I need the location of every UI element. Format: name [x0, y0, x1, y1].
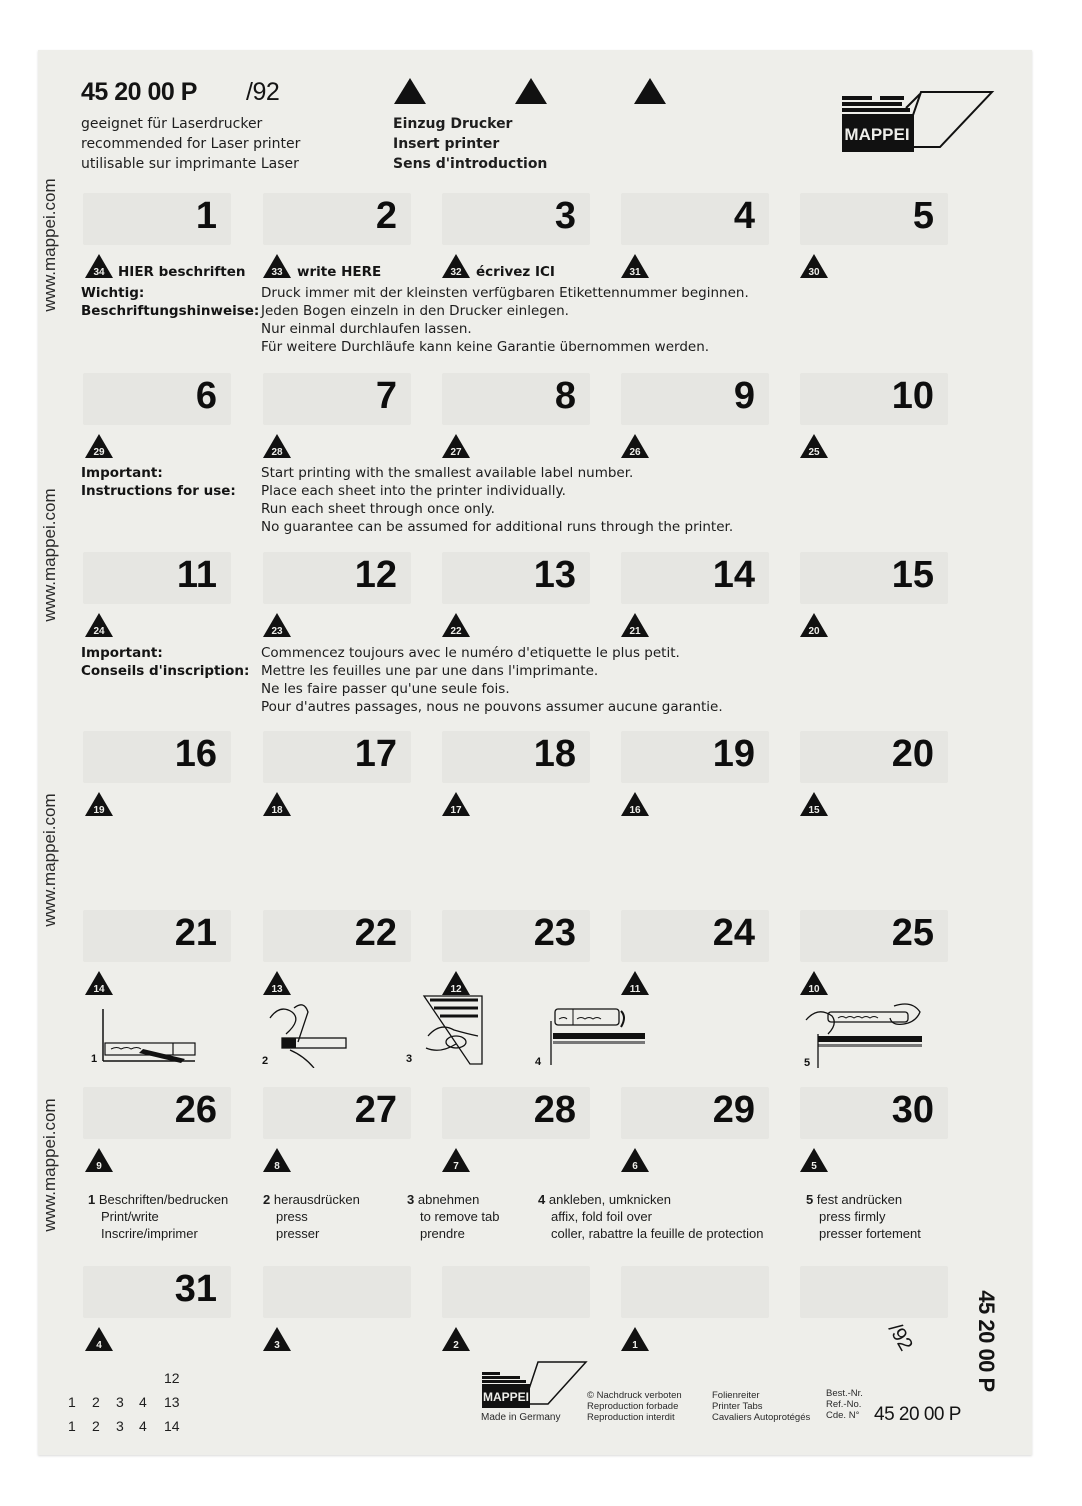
label-number: 18: [533, 733, 576, 775]
svg-text:1: 1: [91, 1053, 98, 1065]
svg-text:1: 1: [632, 1340, 638, 1351]
numbered-triangle-icon: [620, 433, 650, 459]
numbered-triangle-icon: [620, 1147, 650, 1173]
copyright-line: Reproduction forbade: [587, 1401, 679, 1412]
instruction-line: Für weitere Durchläufe kann keine Garantie übernommen werden.: [261, 339, 710, 355]
svg-text:3: 3: [274, 1340, 280, 1351]
label-number: 20: [891, 733, 934, 775]
numbered-triangle-icon: [441, 253, 471, 279]
feed-direction-de: Einzug Drucker: [393, 116, 513, 132]
brand-logo: [840, 82, 1000, 154]
numbered-triangle-icon: [84, 791, 114, 817]
label-number: 13: [533, 554, 576, 596]
label-number: 5: [912, 195, 934, 237]
step-de: fest andrücken: [816, 1192, 903, 1207]
product-line: Printer Tabs: [712, 1401, 763, 1412]
website-side-text: www.mappei.com: [40, 793, 59, 927]
label-number: 14: [712, 554, 755, 596]
step-5-illustration: [798, 1000, 928, 1070]
step-en: press: [276, 1209, 308, 1224]
label-cell: [800, 373, 948, 425]
step-en: press firmly: [819, 1209, 886, 1224]
svg-text:27: 27: [450, 447, 462, 458]
label-cell: [263, 373, 411, 425]
ref-label: Ref.-No.: [826, 1399, 862, 1410]
label-cell: [83, 731, 231, 783]
numbered-triangle-icon: [262, 612, 292, 638]
step-en: affix, fold foil over: [551, 1209, 652, 1224]
svg-text:2: 2: [453, 1340, 459, 1351]
tab-grid-value: 3: [116, 1418, 124, 1434]
label-cell: [800, 193, 948, 245]
label-cell: [621, 1266, 769, 1318]
instruction-line: Place each sheet into the printer individually.: [261, 483, 566, 499]
write-here-de: HIER beschriften: [118, 264, 246, 280]
svg-text:15: 15: [808, 805, 820, 816]
write-here-en: write HERE: [297, 264, 382, 280]
label-cell: [621, 1087, 769, 1139]
tab-grid-value: 12: [164, 1370, 180, 1386]
label-number: 7: [375, 375, 397, 417]
label-number: 23: [533, 912, 576, 954]
svg-text:14: 14: [93, 984, 105, 995]
numbered-triangle-icon: [441, 612, 471, 638]
step-1-illustration: [83, 1005, 203, 1065]
numbered-triangle-icon: [799, 791, 829, 817]
step-de: herausdrücken: [273, 1192, 360, 1207]
svg-text:17: 17: [450, 805, 462, 816]
numbered-triangle-icon: [84, 253, 114, 279]
svg-text:7: 7: [453, 1161, 459, 1172]
numbered-triangle-icon: [620, 970, 650, 996]
rotated-revision: /92: [883, 1319, 917, 1355]
remove-tab-icon: [406, 992, 496, 1072]
numbered-triangle-icon: [441, 791, 471, 817]
label-cell: [800, 731, 948, 783]
instruction-line: Mettre les feuilles une par une dans l'imprimante.: [261, 663, 599, 679]
important-label-de: Wichtig:: [81, 285, 145, 301]
svg-text:25: 25: [808, 447, 820, 458]
label-cell: [442, 193, 590, 245]
feed-direction-en: Insert printer: [393, 136, 500, 152]
feed-arrow-icon: [394, 78, 426, 104]
svg-text:23: 23: [271, 626, 283, 637]
numbered-triangle-icon: [262, 970, 292, 996]
tab-grid-value: 3: [116, 1394, 124, 1410]
svg-text:13: 13: [271, 984, 283, 995]
numbered-triangle-icon: [799, 433, 829, 459]
tab-grid-row: [66, 1394, 196, 1418]
svg-text:9: 9: [96, 1161, 102, 1172]
instructions-en: [261, 464, 733, 536]
label-number: 10: [891, 375, 934, 417]
numbered-triangle-icon: [262, 791, 292, 817]
label-cell: [83, 910, 231, 962]
label-number: 8: [554, 375, 576, 417]
ref-label: Cde. N°: [826, 1410, 860, 1421]
svg-text:5: 5: [811, 1161, 817, 1172]
label-number: 2: [375, 195, 397, 237]
svg-text:3: 3: [406, 1053, 413, 1065]
instruction-line: Nur einmal durchlaufen lassen.: [261, 321, 472, 337]
label-number: 17: [354, 733, 397, 775]
step-number: 5: [806, 1192, 814, 1207]
tab-grid-value: 2: [92, 1394, 100, 1410]
label-number: 31: [174, 1268, 217, 1310]
label-sheet: [38, 50, 1032, 1455]
svg-text:24: 24: [93, 626, 105, 637]
step-en: to remove tab: [420, 1209, 500, 1224]
suitability-en: recommended for Laser printer: [81, 136, 301, 152]
numbered-triangle-icon: [620, 612, 650, 638]
feed-arrow-icon: [634, 78, 666, 104]
svg-text:16: 16: [629, 805, 641, 816]
label-cell: [263, 193, 411, 245]
label-number: 6: [195, 375, 217, 417]
reference-labels: [826, 1388, 863, 1421]
numbered-triangle-icon: [620, 253, 650, 279]
label-number: 11: [176, 554, 217, 596]
label-cell: [83, 193, 231, 245]
product-line: Cavaliers Autoprotégés: [712, 1412, 811, 1423]
suitability-fr: utilisable sur imprimante Laser: [81, 156, 299, 172]
numbered-triangle-icon: [441, 433, 471, 459]
label-number: 1: [195, 195, 217, 237]
svg-text:21: 21: [629, 626, 641, 637]
footer-article-code: 45 20 00 P: [874, 1404, 961, 1425]
label-cell: [621, 910, 769, 962]
instructions-label-de: Beschriftungshinweise:: [81, 303, 260, 319]
step-2-illustration: [260, 998, 360, 1068]
step-3-illustration: [406, 992, 496, 1072]
step-number: 3: [407, 1192, 415, 1207]
website-side-text: www.mappei.com: [40, 1098, 59, 1232]
step-number: 4: [538, 1192, 546, 1207]
instruction-line: Druck immer mit der kleinsten verfügbaren Etikettennummer beginnen.: [261, 285, 749, 301]
instructions-label-en: Instructions for use:: [81, 483, 236, 499]
numbered-triangle-icon: [84, 1326, 114, 1352]
svg-text:19: 19: [93, 805, 105, 816]
svg-text:22: 22: [450, 626, 462, 637]
step-de: Beschriften/bedrucken: [98, 1192, 229, 1207]
step-en: Print/write: [101, 1209, 159, 1224]
tab-number-grid: [66, 1370, 196, 1442]
step-4-illustration: [533, 1005, 653, 1067]
label-number: 26: [174, 1089, 217, 1131]
instructions-fr: [261, 644, 723, 716]
svg-text:2: 2: [262, 1055, 269, 1067]
step-3-text: [407, 1191, 500, 1242]
step-fr: presser: [276, 1226, 320, 1241]
write-here-fr: écrivez ICI: [476, 264, 555, 280]
label-cell: [800, 1266, 948, 1318]
label-number: 16: [174, 733, 217, 775]
label-cell: [442, 373, 590, 425]
affix-tab-icon: [533, 1005, 653, 1067]
article-code: 45 20 00 P: [81, 78, 197, 106]
label-cell: [442, 731, 590, 783]
label-number: 3: [554, 195, 576, 237]
instructions-de: [261, 284, 749, 356]
instructions-label-fr: Conseils d'inscription:: [81, 663, 250, 679]
step-2-text: [263, 1191, 360, 1242]
svg-text:34: 34: [93, 267, 105, 278]
svg-text:MAPPEI: MAPPEI: [482, 1390, 530, 1404]
tab-grid-value: 14: [164, 1418, 180, 1434]
label-cell: [621, 552, 769, 604]
step-4-text: [538, 1191, 763, 1242]
svg-text:18: 18: [271, 805, 283, 816]
step-fr: Inscrire/imprimer: [101, 1226, 198, 1241]
step-fr: coller, rabattre la feuille de protection: [551, 1226, 764, 1241]
label-cell: [442, 1087, 590, 1139]
numbered-triangle-icon: [84, 612, 114, 638]
svg-text:4: 4: [96, 1340, 102, 1351]
mappei-logo-icon: [480, 1360, 590, 1416]
instruction-line: Commencez toujours avec le numéro d'etiquette le plus petit.: [261, 645, 680, 661]
label-number: 25: [891, 912, 934, 954]
instruction-line: Ne les faire passer qu'une seule fois.: [261, 681, 510, 697]
tab-grid-value: 2: [92, 1418, 100, 1434]
tab-grid-value: 4: [139, 1418, 147, 1434]
numbered-triangle-icon: [799, 1147, 829, 1173]
tab-grid-value: 4: [139, 1394, 147, 1410]
tab-grid-value: 13: [164, 1394, 180, 1410]
label-cell: [800, 552, 948, 604]
numbered-triangle-icon: [799, 253, 829, 279]
label-cell: [83, 373, 231, 425]
label-number: 4: [733, 195, 755, 237]
product-line: Folienreiter: [712, 1390, 760, 1401]
instruction-line: No guarantee can be assumed for additional runs through the printer.: [261, 519, 734, 535]
label-number: 12: [354, 554, 397, 596]
instruction-line: Run each sheet through once only.: [261, 501, 495, 517]
tab-grid-value: 1: [68, 1394, 76, 1410]
label-number: 24: [712, 912, 755, 954]
website-side-text: www.mappei.com: [40, 178, 59, 312]
label-cell: [442, 1266, 590, 1318]
website-side-text: www.mappei.com: [40, 488, 59, 622]
label-number: 30: [891, 1089, 934, 1131]
step-de: abnehmen: [417, 1192, 480, 1207]
svg-text:32: 32: [450, 267, 462, 278]
label-cell: [263, 731, 411, 783]
numbered-triangle-icon: [441, 1326, 471, 1352]
label-cell: [83, 1087, 231, 1139]
numbered-triangle-icon: [799, 970, 829, 996]
copyright-notice: [587, 1390, 682, 1423]
label-cell: [263, 1266, 411, 1318]
step-1-text: [88, 1191, 228, 1242]
label-number: 27: [354, 1089, 397, 1131]
label-cell: [83, 552, 231, 604]
tab-grid-value: 1: [68, 1418, 76, 1434]
label-cell: [263, 552, 411, 604]
tab-grid-row: [66, 1418, 196, 1442]
label-cell: [800, 910, 948, 962]
svg-text:4: 4: [535, 1056, 542, 1067]
suitability-de: geeignet für Laserdrucker: [81, 116, 263, 132]
numbered-triangle-icon: [799, 612, 829, 638]
svg-text:11: 11: [629, 984, 641, 995]
svg-text:10: 10: [808, 984, 820, 995]
step-number: 1: [88, 1192, 96, 1207]
svg-text:28: 28: [271, 447, 283, 458]
svg-text:30: 30: [808, 267, 820, 278]
numbered-triangle-icon: [84, 970, 114, 996]
svg-text:26: 26: [629, 447, 641, 458]
instruction-line: Start printing with the smallest available label number.: [261, 465, 634, 481]
step-fr: presser fortement: [819, 1226, 921, 1241]
numbered-triangle-icon: [262, 433, 292, 459]
svg-text:MAPPEI: MAPPEI: [844, 125, 910, 144]
important-label-en: Important:: [81, 465, 163, 481]
numbered-triangle-icon: [620, 1326, 650, 1352]
svg-text:33: 33: [271, 267, 283, 278]
svg-text:6: 6: [632, 1161, 638, 1172]
ref-label: Best.-Nr.: [826, 1388, 863, 1399]
footer-logo: [480, 1360, 590, 1416]
write-on-tab-icon: [83, 1005, 203, 1065]
svg-text:20: 20: [808, 626, 820, 637]
copyright-line: © Nachdruck verboten: [587, 1390, 682, 1401]
label-number: 9: [733, 375, 755, 417]
label-number: 19: [712, 733, 755, 775]
label-cell: [83, 1266, 231, 1318]
tab-grid-row: [66, 1370, 196, 1394]
svg-text:29: 29: [93, 447, 105, 458]
label-cell: [800, 1087, 948, 1139]
step-fr: prendre: [420, 1226, 465, 1241]
step-de: ankleben, umknicken: [548, 1192, 671, 1207]
feed-direction-text: [393, 114, 547, 174]
label-cell: [442, 552, 590, 604]
rotated-article-code: 45 20 00 P: [974, 1290, 999, 1392]
numbered-triangle-icon: [262, 253, 292, 279]
press-firmly-icon: [798, 1000, 928, 1070]
svg-text:12: 12: [450, 984, 462, 995]
numbered-triangle-icon: [84, 1147, 114, 1173]
made-in-germany: Made in Germany: [481, 1412, 561, 1423]
copyright-line: Reproduction interdit: [587, 1412, 675, 1423]
svg-text:5: 5: [804, 1057, 811, 1069]
label-cell: [263, 910, 411, 962]
numbered-triangle-icon: [262, 1326, 292, 1352]
label-cell: [442, 910, 590, 962]
step-5-text: [806, 1191, 921, 1242]
label-cell: [621, 193, 769, 245]
step-number: 2: [263, 1192, 271, 1207]
svg-text:31: 31: [629, 267, 641, 278]
numbered-triangle-icon: [84, 433, 114, 459]
feed-direction-fr: Sens d'introduction: [393, 156, 548, 172]
label-number: 28: [533, 1089, 576, 1131]
label-number: 15: [891, 554, 934, 596]
label-number: 21: [174, 912, 217, 954]
instruction-line: Jeden Bogen einzeln in den Drucker einlegen.: [261, 303, 569, 319]
svg-text:8: 8: [274, 1161, 280, 1172]
label-number: 29: [712, 1089, 755, 1131]
revision-code: /92: [246, 78, 280, 106]
important-label-fr: Important:: [81, 645, 163, 661]
numbered-triangle-icon: [262, 1147, 292, 1173]
label-cell: [263, 1087, 411, 1139]
label-number: 22: [354, 912, 397, 954]
instruction-line: Pour d'autres passages, nous ne pouvons assumer aucune garantie.: [261, 699, 723, 715]
numbered-triangle-icon: [441, 1147, 471, 1173]
press-out-tab-icon: [260, 998, 360, 1068]
product-name: [712, 1390, 810, 1423]
mappei-logo-icon: [840, 82, 1000, 154]
feed-arrow-icon: [515, 78, 547, 104]
numbered-triangle-icon: [620, 791, 650, 817]
label-cell: [621, 373, 769, 425]
label-cell: [621, 731, 769, 783]
suitability-text: [81, 114, 300, 174]
